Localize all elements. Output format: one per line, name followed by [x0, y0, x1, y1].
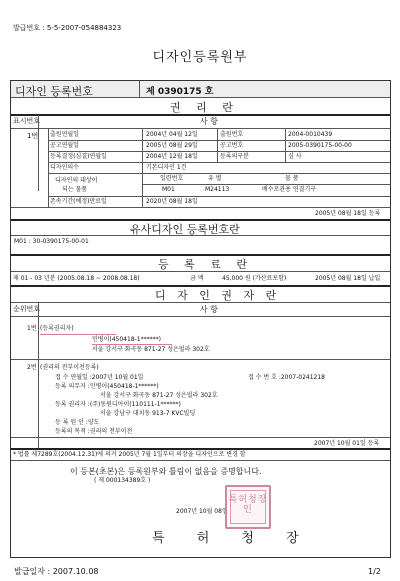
fee-amount-label: 금 액 — [190, 275, 204, 282]
similar-design-no: M01 : 30-0390175-00-01 — [14, 238, 89, 245]
article-label-line2: 되는 물품 — [62, 186, 88, 193]
article-item: 배수로관용 연결기구 — [262, 186, 317, 193]
reg-no-value: 제 0390175 호 — [146, 87, 214, 97]
holder2-obligor-address: 서울 강서구 화곡동 871-27 성은빌라 302호 — [100, 392, 218, 399]
article-head-class: 유 별 — [208, 175, 222, 182]
page-number: 1/2 — [368, 567, 381, 576]
design-count-value: 기본디자인 1건 — [146, 164, 187, 171]
fee-amount: 45,000 원 (가산료포함) — [222, 275, 287, 282]
pub-no-label: 공고번호 — [220, 142, 244, 149]
fee-section-title: 등 록 료 란 — [158, 258, 253, 271]
holder1-no: 1번 — [27, 325, 37, 332]
article-head-serial: 일련번호 — [160, 175, 184, 182]
filing-date-value: 2004년 04월 12일 — [146, 131, 198, 138]
filing-no-label: 출원번호 — [220, 131, 244, 138]
col-display-no: 표시번호 — [13, 117, 41, 125]
doc-title: 디자인등록원부 — [152, 50, 248, 65]
article-serial: M01 — [162, 186, 175, 193]
duration-label: 존속기간(예정)만료일 — [50, 198, 107, 205]
holder2-no: 2번 — [27, 364, 37, 371]
certification-date: 2007년 10월 08일 — [176, 508, 228, 515]
pub-no-value: 2005-0390175-00-00 — [288, 142, 352, 149]
article-label-line1: 디자인의 대상이 — [55, 177, 98, 184]
holder2-right-holder-address: 서울 강남구 대치동 913-7 KVC빌딩 — [100, 410, 196, 417]
rights-section-title: 권 리 란 — [170, 101, 239, 114]
holder2-receipt-date: 접 수 연월일 :2007년 10월 01일 — [55, 374, 144, 381]
reg-type-label: 등록의구분 — [220, 153, 249, 160]
filing-date-label: 출원연월일 — [50, 131, 79, 138]
decision-date-label: 등록결정(심결)연월일 — [50, 153, 107, 160]
holder2-cause: 등 록 원 인 :양도 — [55, 419, 100, 426]
official-seal-stamp — [225, 485, 271, 529]
fee-period: 제 01 - 03 년분 (2005.08.18 ~ 2008.08.18) — [13, 275, 140, 282]
holder2-head: (권리의 전부이전등록) — [40, 364, 99, 371]
article-class: M24113 — [205, 186, 230, 193]
pub-date-value: 2005년 08월 29일 — [146, 142, 198, 149]
certification-statement: 이 등본(초본)은 등록원부와 틀림이 없음을 증명합니다. — [70, 467, 262, 476]
issuing-office: 특 허 청 장 — [152, 531, 313, 546]
col-order-no: 순위번호 — [13, 305, 41, 313]
reg-type-value: 심 사 — [288, 153, 302, 160]
design-count-label: 디자인의수 — [50, 164, 79, 171]
col-holder-matters: 사 항 — [200, 305, 218, 314]
holder-section-title: 디 자 인 권 자 란 — [155, 289, 281, 302]
article-head-item: 물 품 — [285, 175, 299, 182]
footnote: * 법률 제7289호(2004.12.31)에 의거 2005년 7월 1일부터 의장을 디자인으로 변경 함 — [13, 451, 246, 458]
col-matters: 사 항 — [200, 117, 218, 126]
issue-date: 발급일자 : 2007.10.08 — [14, 567, 99, 576]
similar-section-title: 유사디자인 등록번호란 — [130, 223, 240, 236]
issue-number: 발급번호 : 5-5-2007-054884323 — [13, 24, 122, 32]
holder1-name: 민병이(450418-1******) — [92, 336, 161, 343]
certification-number: ( 제 000134389호 ) — [94, 477, 151, 484]
reg-no-label: 디자인 등록번호 — [15, 85, 93, 98]
fee-paid-date: 2005년 08월 18일 납입 — [315, 275, 381, 282]
holder2-reg-date: 2007년 10월 01일 등록 — [314, 440, 380, 447]
holder2-obligor: 등록 의무자 :민병이(450418-1******) — [55, 383, 159, 390]
holder2-receipt-no: 접 수 번 호 :2007-0241218 — [248, 374, 325, 381]
holder2-right-holder: 등록 권리자 :(주)동원디아이(110111-1******) — [55, 401, 181, 408]
rights-entry-no: 1번 — [27, 132, 39, 140]
holder1-head: (등록권리자) — [40, 325, 74, 332]
pub-date-label: 공고연월일 — [50, 142, 79, 149]
decision-date-value: 2004년 12월 18일 — [146, 153, 198, 160]
holder1-address: 서울 강서구 화곡동 871-27 성은빌라 302호 — [92, 346, 210, 353]
seal-text: 특허청장인 — [228, 495, 268, 515]
filing-no-value: 2004-0010439 — [288, 131, 333, 138]
duration-value: 2020년 08월 18일 — [146, 198, 198, 205]
rights-reg-date: 2005년 08월 18일 등록 — [315, 210, 381, 217]
holder2-purpose: 등록의 목적 :권리의 전부이전 — [55, 428, 133, 435]
